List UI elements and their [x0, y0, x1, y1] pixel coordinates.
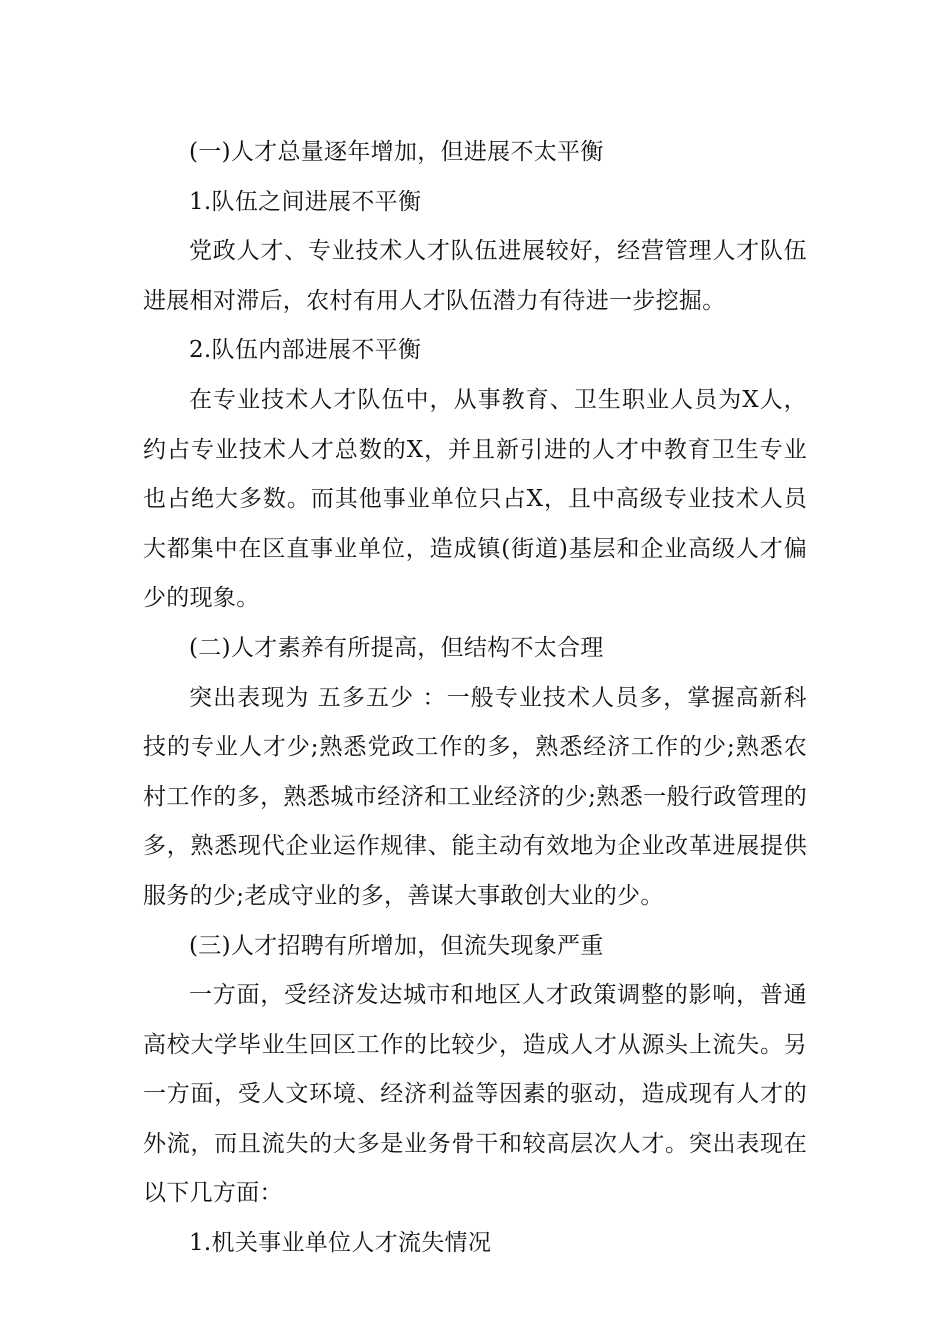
section-heading-2: (二)人才素养有所提高，但结构不太合理: [189, 634, 604, 661]
body-paragraph: 一方面，受经济发达城市和地区人才政策调整的影响，普通高校大学毕业生回区工作的比较少，造成人才从源头上流失。另一方面，受人文环境、经济利益等因素的驱动，造成现有人才的外流，而且流失的大多是业务骨干和较高层次人才。突出表现在以下几方面：: [143, 982, 807, 1207]
body-paragraph: 在专业技术人才队伍中，从事教育、卫生职业人员为X人，约占专业技术人才总数的X，并且新引进的人才中教育卫生专业也占绝大多数。而其他事业单位只占X，且中高级专业技术人员大都集中在区直事业单位，造成镇(街道)基层和企业高级人才偏少的现象。: [143, 386, 807, 612]
document-page: [143, 128, 807, 1269]
subheading-1-2: 2.队伍内部进展不平衡: [189, 337, 422, 364]
body-paragraph: 党政人才、专业技术人才队伍进展较好，经营管理人才队伍进展相对滞后，农村有用人才队伍潜力有待进一步挖掘。: [143, 238, 807, 314]
body-paragraph: 突出表现为 五多五少 ：一般专业技术人员多，掌握高新科技的专业人才少;熟悉党政工作的多，熟悉经济工作的少;熟悉农村工作的多，熟悉城市经济和工业经济的少;熟悉一般行政管理的多，熟悉现代企业运作规律、能主动有效地为企业改革进展提供服务的少;老成守业的多，善谋大事敢创大业的少。: [143, 684, 807, 909]
section-heading-3: (三)人才招聘有所增加，但流失现象严重: [189, 932, 604, 959]
section-heading-1: (一)人才总量逐年增加，但进展不太平衡: [189, 139, 604, 165]
subheading-3-1: 1.机关事业单位人才流失情况: [189, 1230, 492, 1257]
subheading-1-1: 1.队伍之间进展不平衡: [189, 188, 422, 215]
